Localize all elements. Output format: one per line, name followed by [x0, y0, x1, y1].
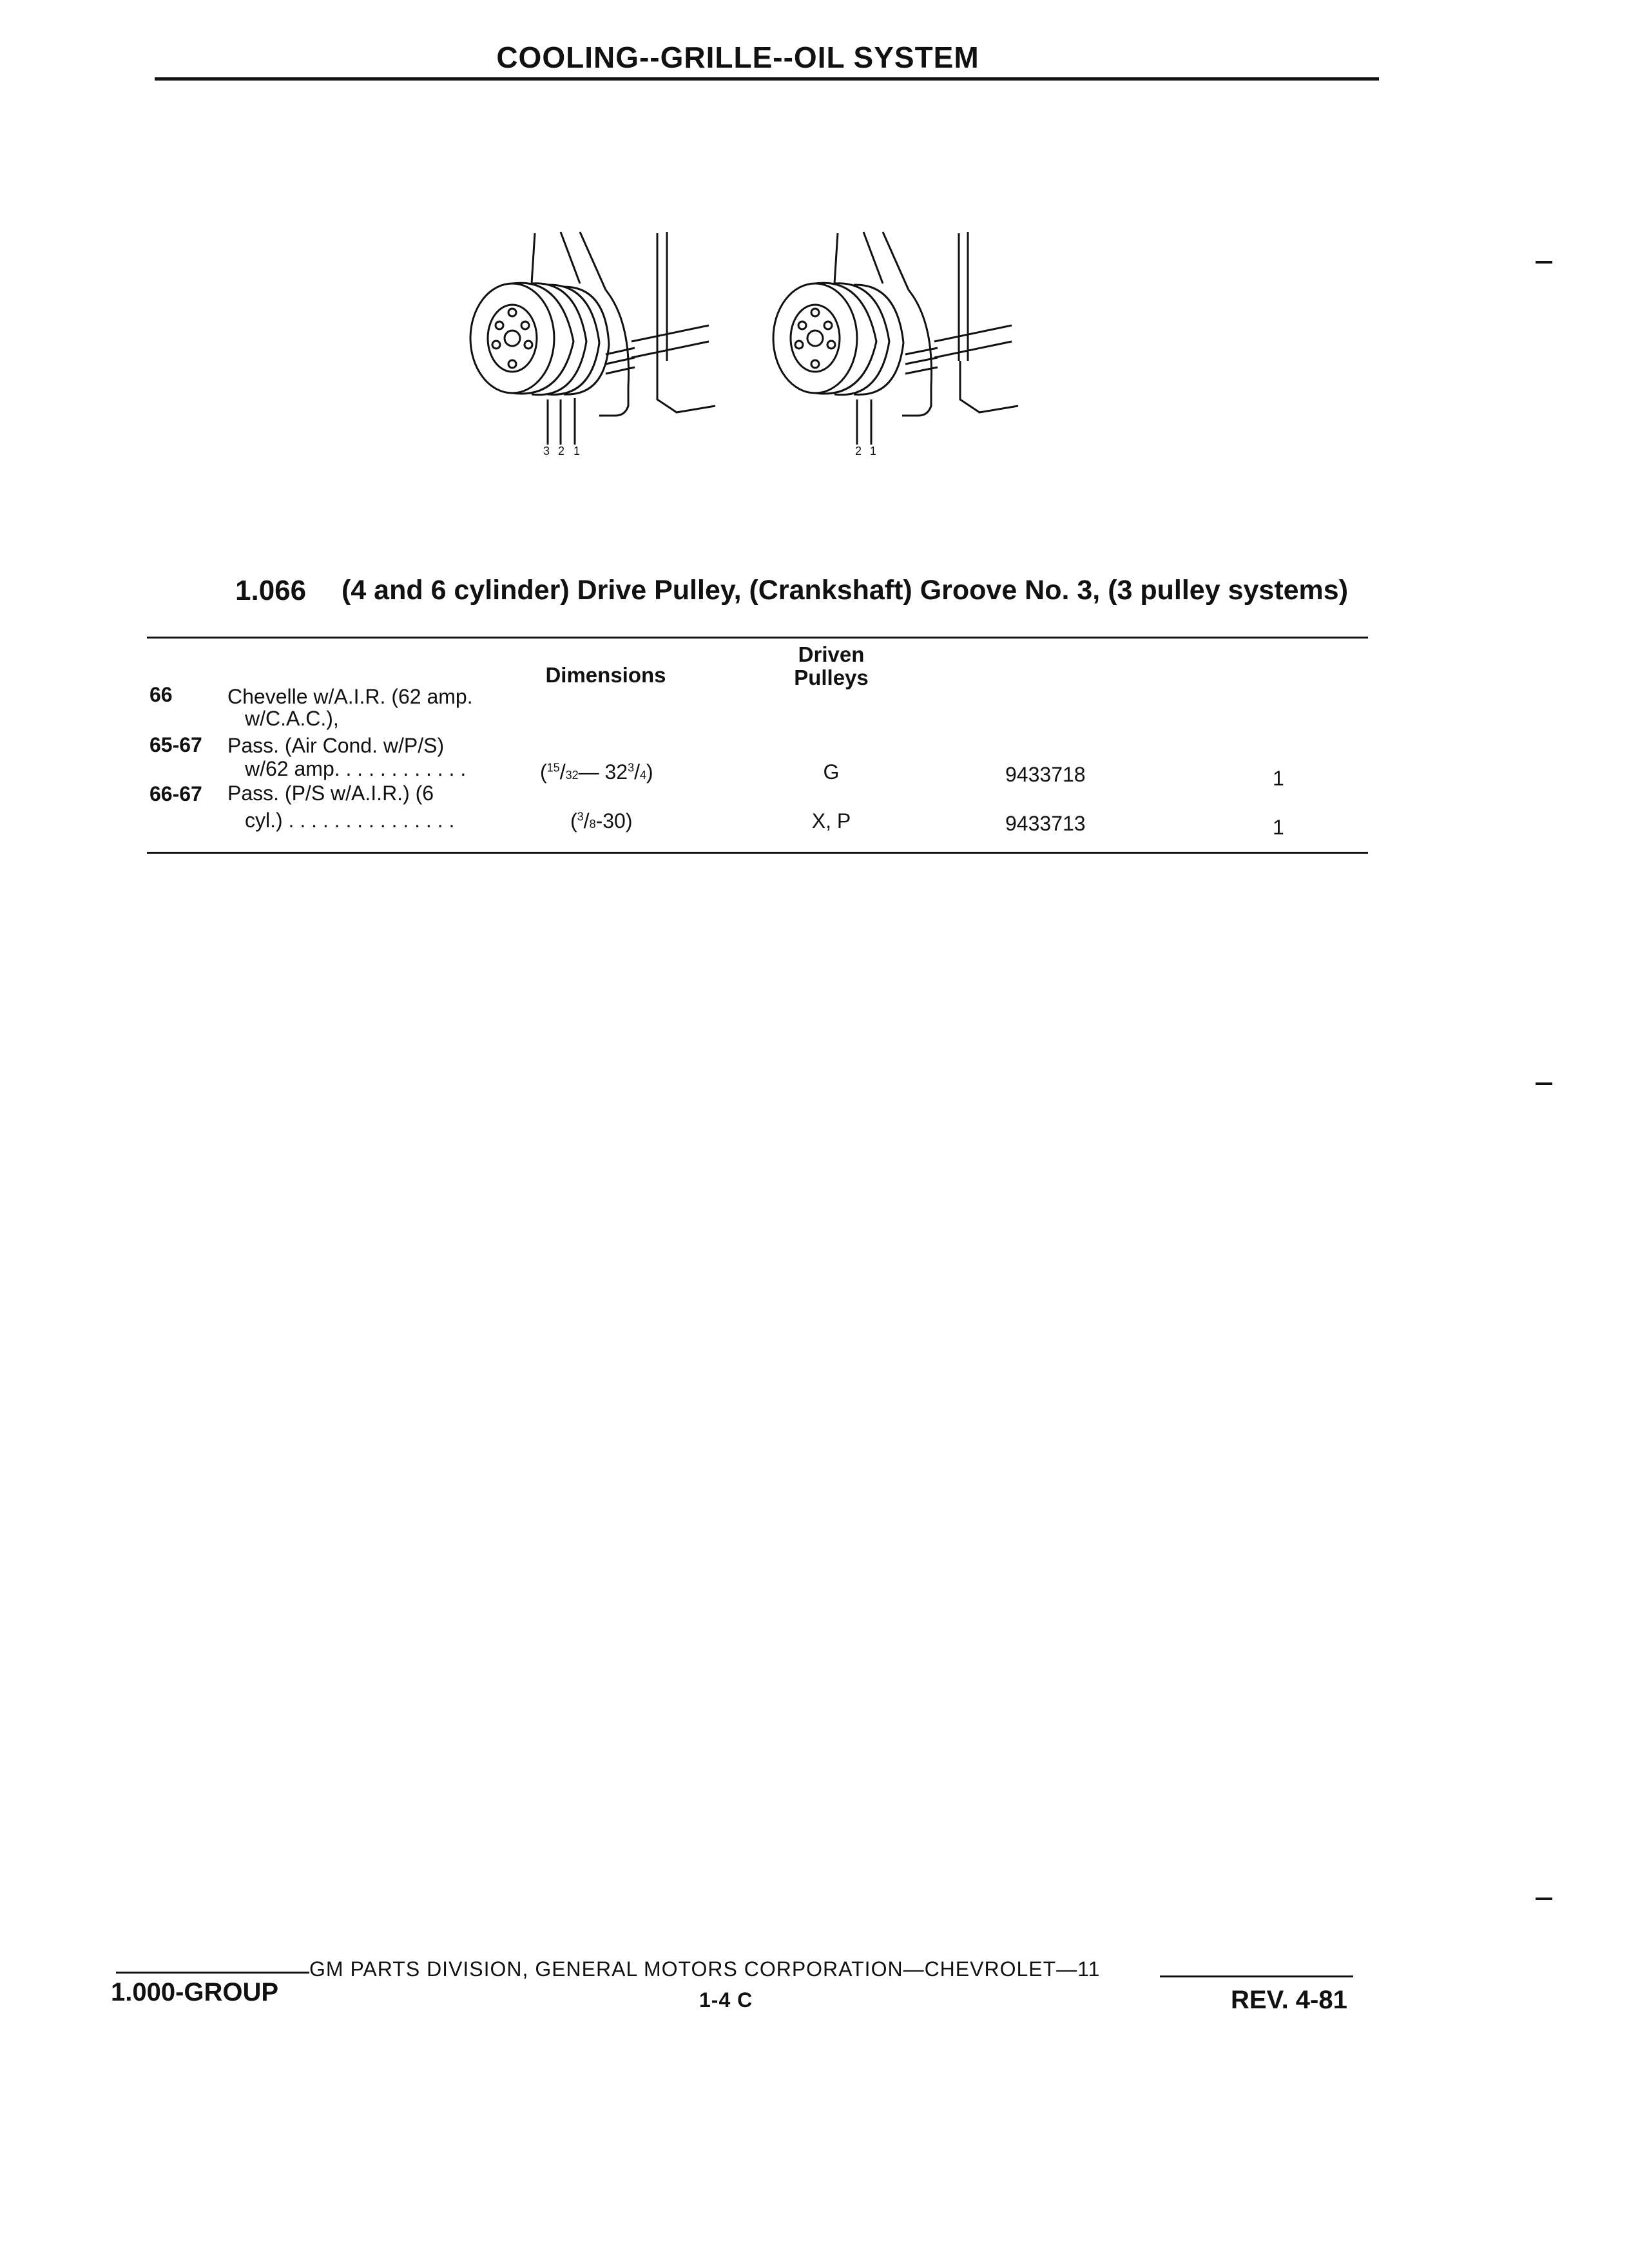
footer-group: 1.000-GROUP [111, 1978, 279, 2006]
page-header-title: COOLING--GRILLE--OIL SYSTEM [496, 41, 979, 74]
three-groove-pulley-drawing [470, 232, 715, 445]
row-driven-pulleys: G [823, 760, 840, 783]
footer-revision: REV. 4-81 [1231, 1986, 1347, 2014]
callout-label: 1 [870, 445, 877, 457]
row-description: cyl.) . . . . . . . . . . . . . . . [245, 809, 455, 832]
section-title: (4 and 6 cylinder) Drive Pulley, (Crankshaft) Groove No. 3, (3 pulley systems) [342, 575, 1349, 606]
row-dimensions: ($^3$/8-30) [570, 809, 633, 832]
table-top-rule [147, 637, 1368, 639]
callout-label: 3 [543, 445, 550, 457]
row-quantity: 1 [1273, 767, 1284, 790]
row-dimensions: ($^{15}$/32— $32^3/4$) [540, 760, 653, 783]
two-groove-pulley-drawing [773, 232, 1018, 445]
row-description: w/C.A.C.), [245, 707, 339, 730]
footer-rule-right [1160, 1975, 1353, 1977]
margin-mark [1536, 1082, 1552, 1085]
row-year: 65-67 [149, 733, 202, 756]
pulley-illustration [412, 193, 1186, 593]
row-description: Pass. (Air Cond. w/P/S) [227, 734, 445, 757]
section-number: 1.066 [235, 575, 307, 606]
row-year: 66-67 [149, 782, 202, 805]
col-header-driven: Driven [798, 642, 865, 666]
footer-publisher: GM PARTS DIVISION, GENERAL MOTORS CORPORATION—CHEVROLET—11 [309, 1957, 1101, 1981]
header-rule [155, 77, 1379, 81]
row-description: Pass. (P/S w/A.I.R.) (6 [227, 782, 434, 805]
callout-label: 2 [855, 445, 862, 457]
row-quantity: 1 [1273, 816, 1284, 839]
col-header-dimensions: Dimensions [545, 663, 666, 687]
footer-page-number: 1-4 C [699, 1988, 753, 2012]
row-year: 66 [149, 683, 173, 706]
row-part-number: 9433713 [1005, 812, 1086, 835]
row-part-number: 9433718 [1005, 763, 1086, 786]
row-description: Chevelle w/A.I.R. (62 amp. [227, 685, 473, 708]
callout-label: 2 [558, 445, 565, 457]
row-driven-pulleys: X, P [811, 809, 851, 832]
callout-label: 1 [574, 445, 581, 457]
row-description: w/62 amp. . . . . . . . . . . . [245, 757, 467, 780]
footer-rule-left [116, 1972, 309, 1974]
margin-mark [1536, 261, 1552, 264]
margin-mark [1536, 1898, 1552, 1900]
col-header-pulleys: Pulleys [794, 666, 869, 689]
table-bottom-rule [147, 852, 1368, 854]
